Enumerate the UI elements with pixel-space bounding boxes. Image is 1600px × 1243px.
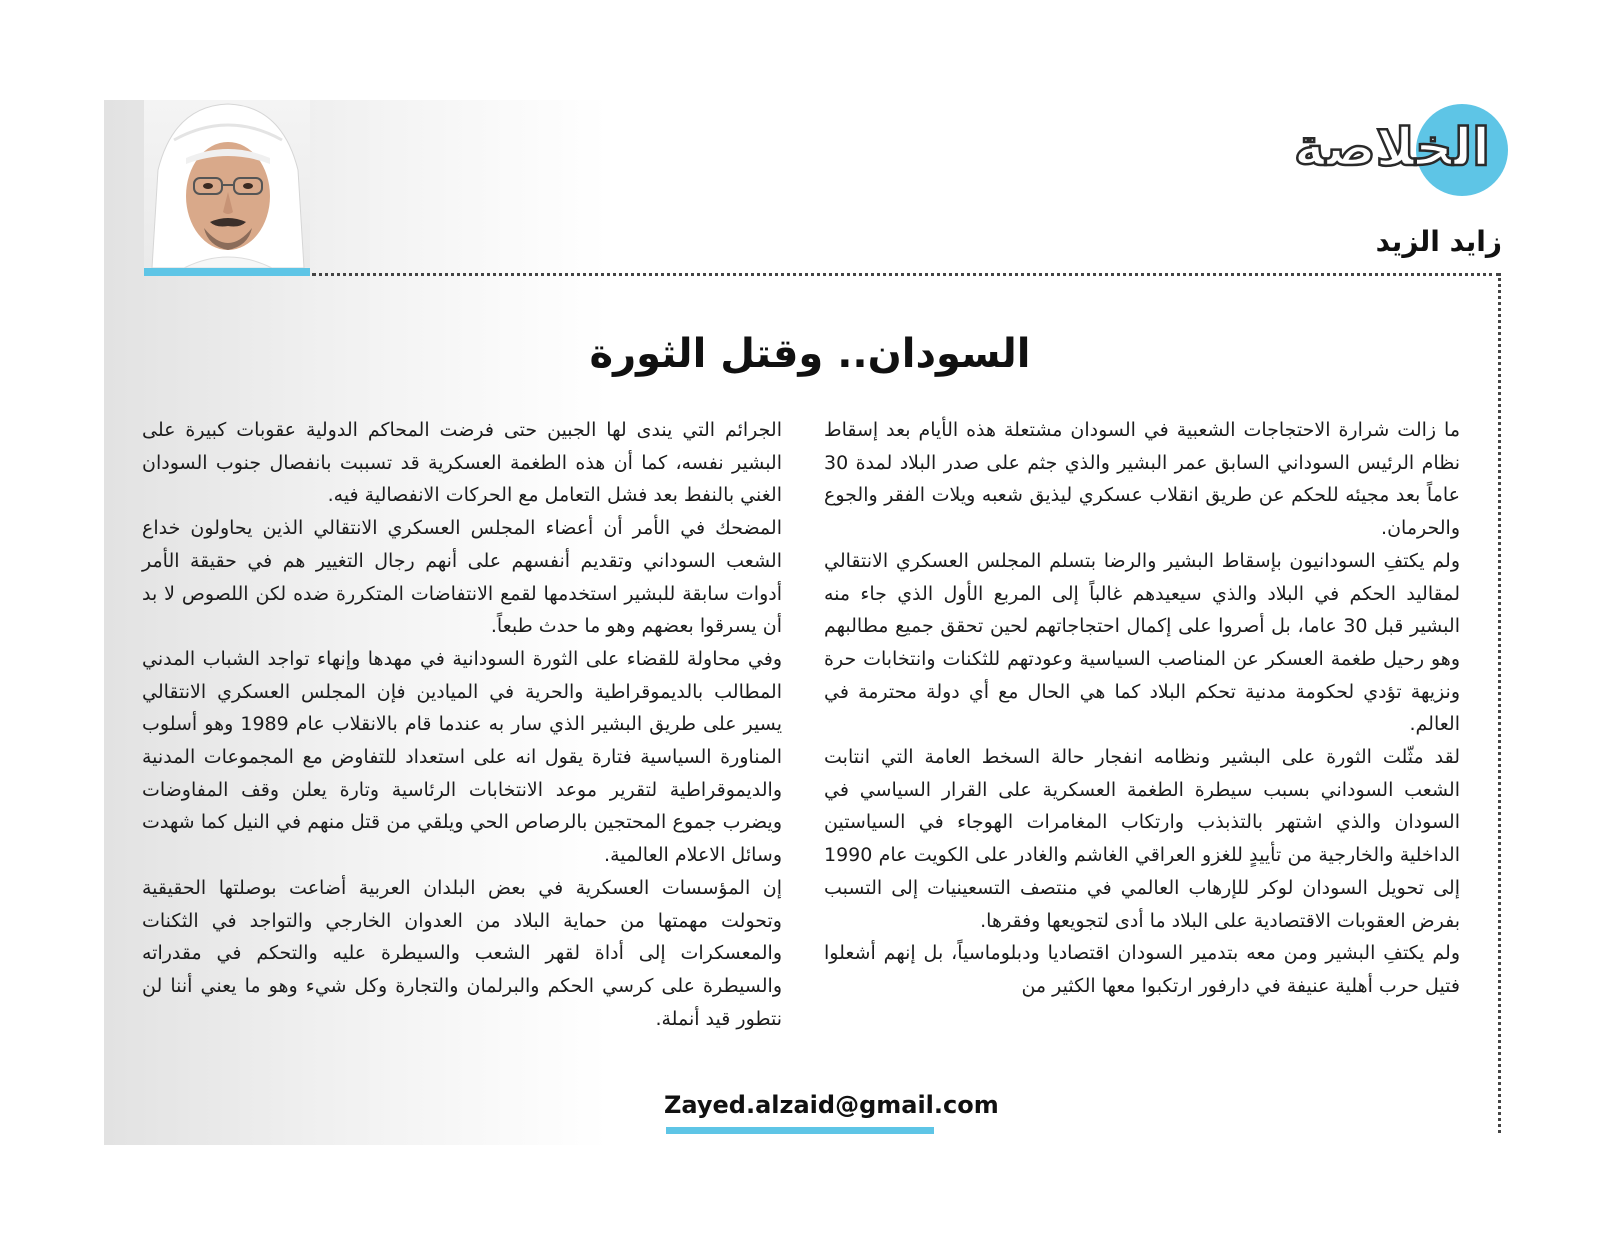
paragraph: الجرائم التي يندى لها الجبين حتى فرضت المحاكم الدولية عقوبات كبيرة على البشير نفسه، كما أن هذه الطغمة العسكرية قد تسببت بانفصال جنوب السودان الغني بالنفط بعد فشل التعامل مع الحركات الانفصالية فيه. bbox=[142, 419, 782, 507]
author-photo bbox=[144, 100, 310, 268]
author-name: زايد الزيد bbox=[1375, 225, 1502, 258]
section-logo-text: الخلاصة bbox=[1293, 118, 1490, 178]
article-title: السودان.. وقتل الثورة bbox=[589, 331, 1031, 377]
paragraph: لقد مثّلت الثورة على البشير ونظامه انفجار حالة السخط العامة التي انتابت الشعب السوداني بسبب سيطرة الطغمة العسكرية على القرار السياسي في السودان والذي اشتهر بالتذبذب وارتكاب المغامرات الهوجاء في السياستين الداخلية والخارجية من تأييدٍ للغزو العراقي الغاشم والغادر على الكويت عام 1990 إلى تحويل السودان لوكر للإرهاب العالمي في منتصف التسعينيات إلى التسبب بفرض العقوبات الاقتصادية على البلاد ما أدى لتجويعها وفقرها. bbox=[824, 746, 1460, 932]
photo-accent-bar bbox=[144, 268, 310, 276]
paragraph: ما زالت شرارة الاحتجاجات الشعبية في السودان مشتعلة هذه الأيام بعد إسقاط نظام الرئيس السوداني السابق عمر البشير والذي جثم على صدر البلاد لمدة 30 عاماً بعد مجيئه للحكم عن طريق انقلاب عسكري ليذيق شعبه ويلات الفقر والجوع والحرمان. bbox=[824, 419, 1460, 540]
paragraph: وفي محاولة للقضاء على الثورة السودانية في مهدها وإنهاء تواجد الشباب المدني المطالب بالديموقراطية والحرية في الميادين فإن المجلس العسكري الانتقالي يسير على طريق البشير الذي سار به عندما قام بالانقلاب عام 1989 وهو أسلوب المناورة السياسية فتارة يقول انه على استعداد للتفاوض مع المجموعات المدنية والديموقراطية لتقرير موعد الانتخابات الرئاسية وتارة يعلن وقف المفاوضات ويضرب جموع المحتجين بالرصاص الحي ويلقي من قتل منهم في النيل كما شهدت وسائل الاعلام العالمية. bbox=[142, 647, 783, 867]
paragraph: المضحك في الأمر أن أعضاء المجلس العسكري الانتقالي الذين يحاولون خداع الشعب السوداني وتقديم أنفسهم على أنهم رجال التغيير هم في حقيقة الأمر أدوات سابقة للبشير استخدمها لقمع الانتفاضات المتكررة ضده لكن اللصوص لا بد أن يسرقوا بعضهم وهو ما حدث طبعاً. bbox=[142, 517, 782, 638]
author-email-link[interactable]: Zayed.alzaid@gmail.com bbox=[664, 1091, 999, 1119]
paragraph: إن المؤسسات العسكرية في بعض البلدان العربية أضاعت بوصلتها الحقيقية وتحولت مهمتها من حماية البلاد من العدوان الخارجي والتواجد في الثكنات والمعسكرات إلى أداة لقهر الشعب والسيطرة عليه والتحكم في مقدراته والسيطرة على كرسي الحكم والبرلمان والتجارة وكل شيء وهو ما يعني أننا لن نتطور قيد أنملة. bbox=[142, 876, 782, 1030]
paragraph: ولم يكتفِ البشير ومن معه بتدمير السودان اقتصاديا ودبلوماسياً، بل إنهم أشعلوا فتيل حرب أهلية عنيفة في دارفور ارتكبوا معها الكثير من bbox=[824, 942, 1460, 997]
section-logo bbox=[1268, 104, 1508, 194]
dotted-divider-horizontal bbox=[312, 273, 1500, 276]
dotted-divider-vertical bbox=[1498, 273, 1501, 1133]
paragraph: ولم يكتفِ السودانيون بإسقاط البشير والرضا بتسلم المجلس العسكري الانتقالي لمقاليد الحكم في البلاد والذي سيعيدهم غالباً إلى المربع الأول الذي جاء منه البشير قبل 30 عاما، بل أصروا على إكمال احتجاجاتهم لحين تحقق جميع مطالبهم وهو رحيل طغمة العسكر عن المناصب السياسية وعودتهم للثكنات وانتخابات حرة ونزيهة تؤدي لحكومة مدنية تحكم البلاد كما هي الحال مع أي دولة محترمة في العالم. bbox=[824, 549, 1460, 736]
article-column-left bbox=[142, 414, 782, 1035]
email-accent-bar bbox=[666, 1127, 934, 1134]
article-column-right bbox=[824, 414, 1460, 1003]
